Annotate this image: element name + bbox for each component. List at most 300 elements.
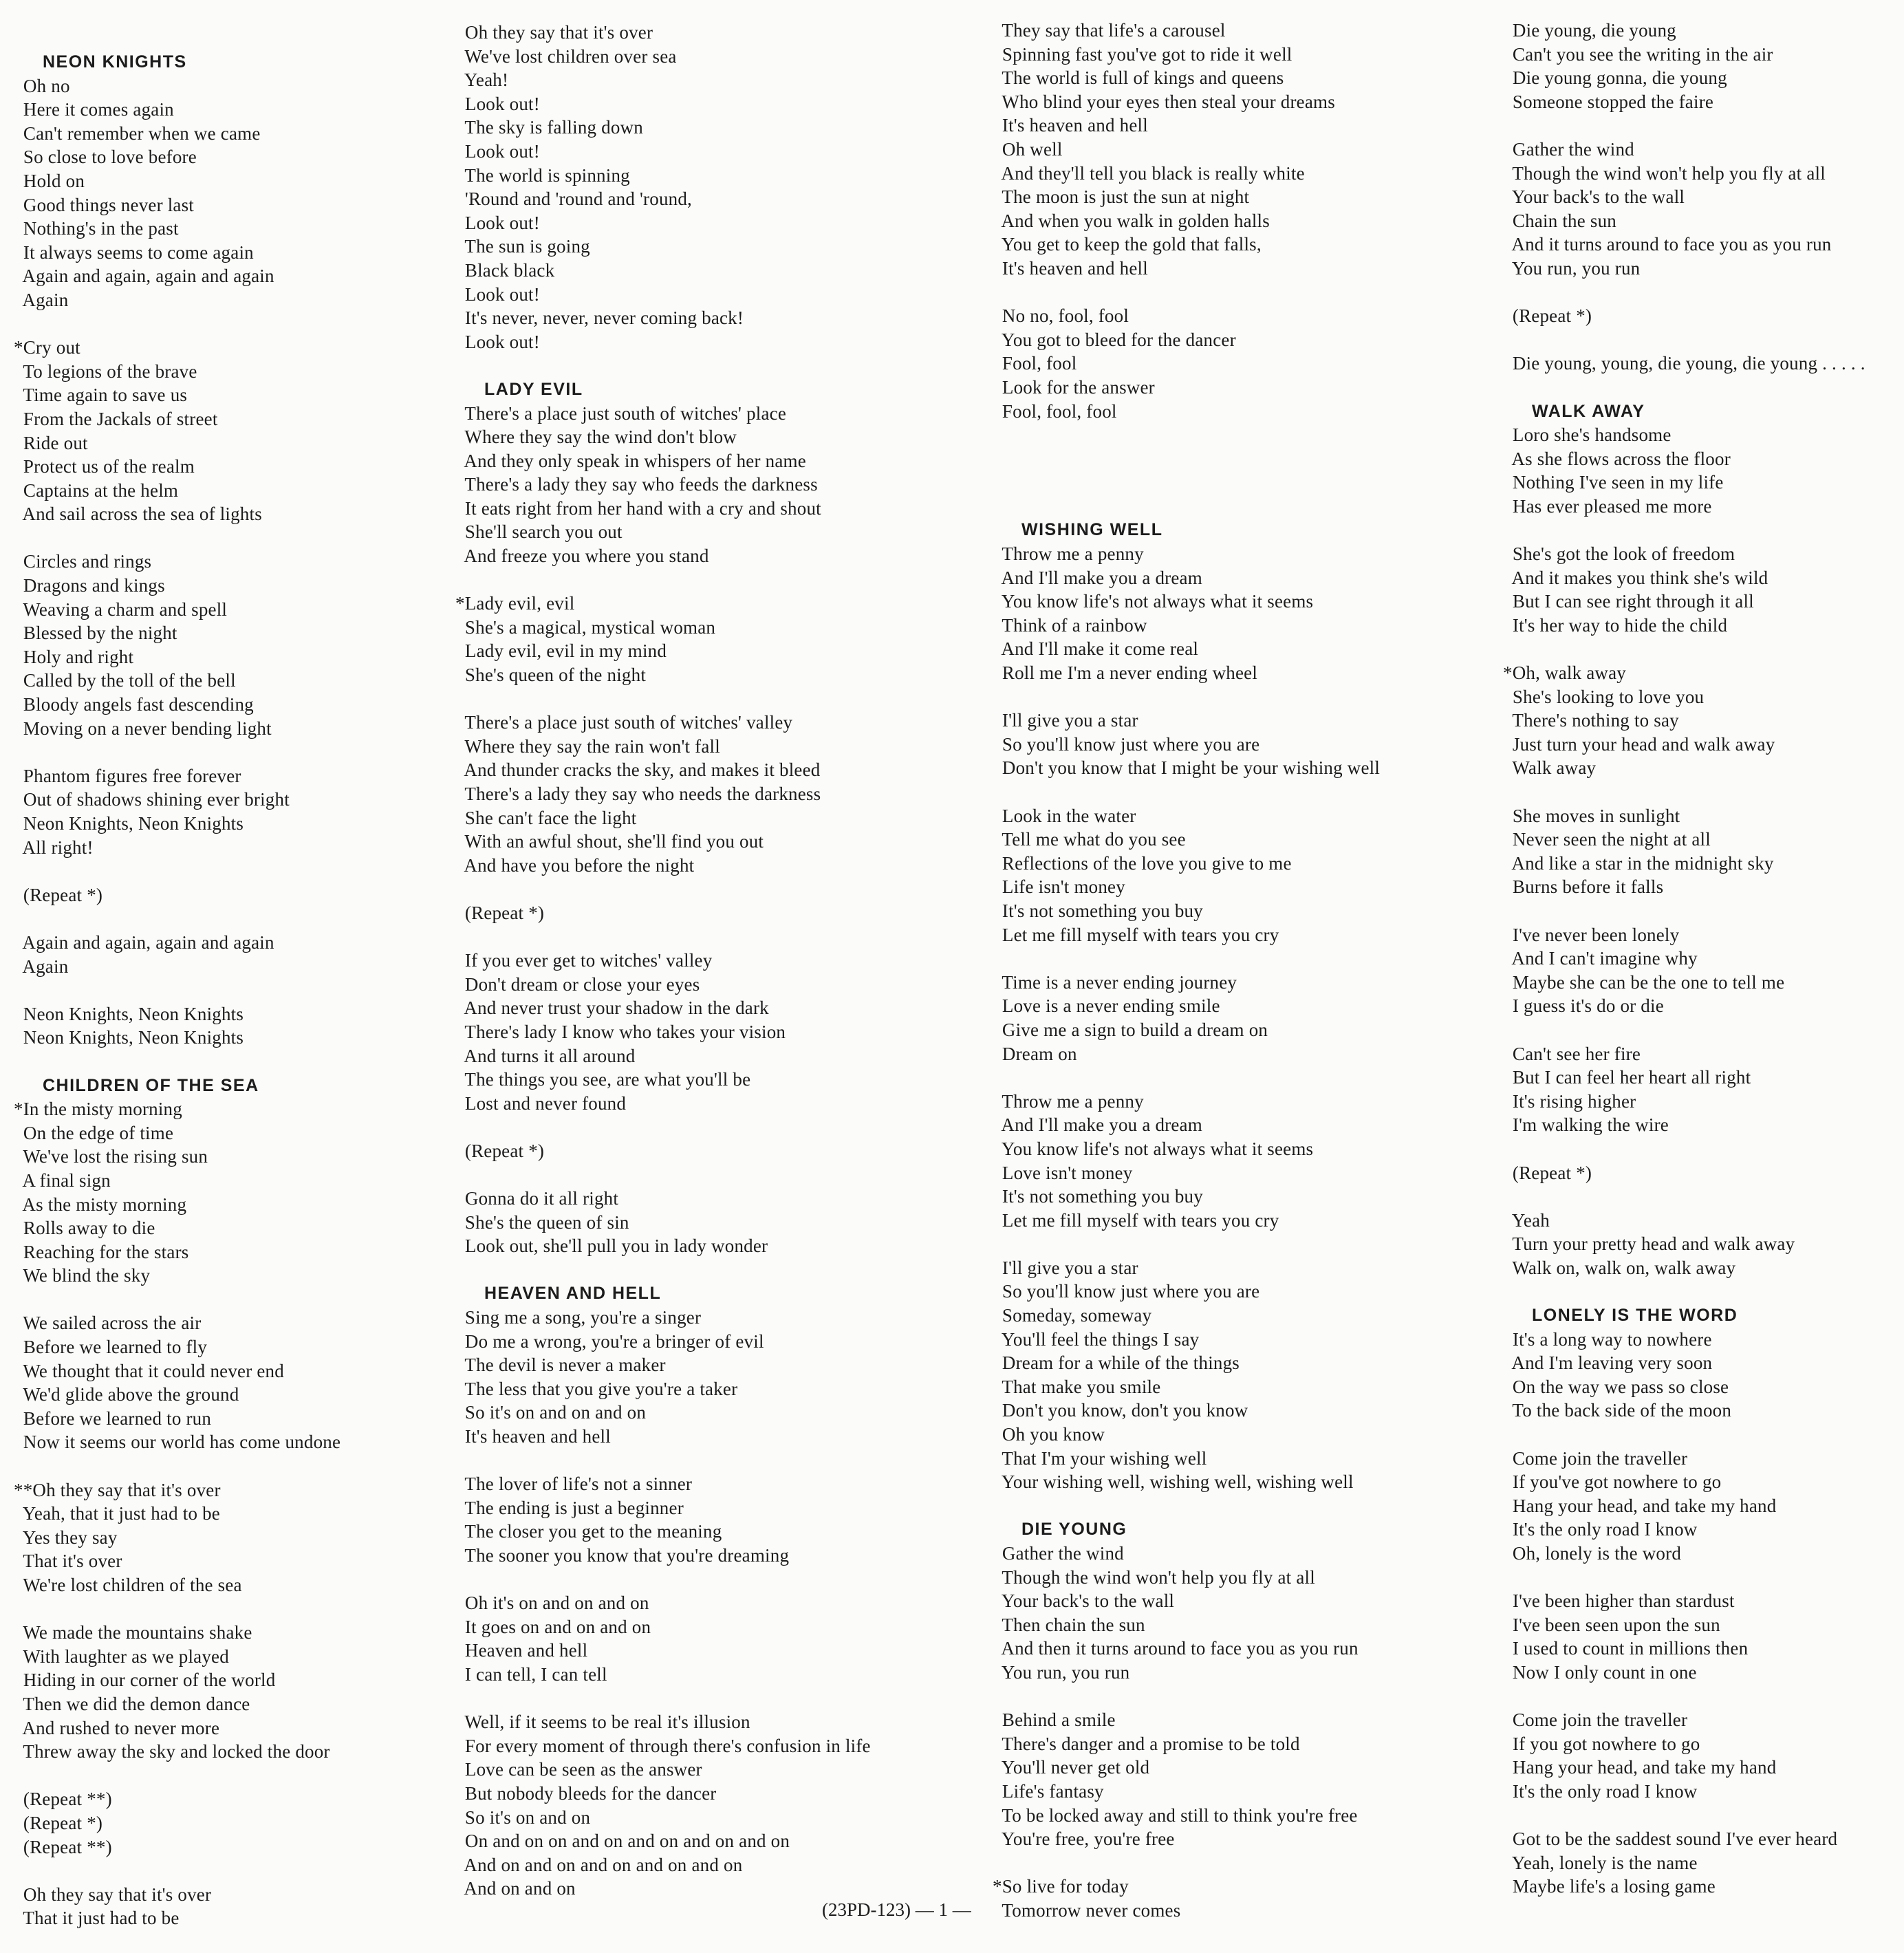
lyric-line: Though the wind won't help you fly at all [1503, 162, 1826, 184]
lyric-line: Give me a sign to build a dream on [993, 1019, 1268, 1040]
lyric-line: Maybe life's a losing game [1503, 1876, 1716, 1897]
lyric-line: Never seen the night at all [1503, 829, 1711, 850]
lyric-line: Can't remember when we came [14, 122, 261, 144]
lyric-line: Fool, fool [993, 353, 1077, 374]
lyric-line: Love is a never ending smile [993, 995, 1220, 1017]
lyric-line: You get to keep the gold that falls, [993, 234, 1262, 255]
lyric-line: Nothing's in the past [14, 218, 179, 239]
lyric-line: A final sign [14, 1169, 111, 1191]
lyric-line: And it makes you think she's wild [1503, 567, 1768, 588]
lyric-line: Where they say the wind don't blow [455, 427, 737, 448]
lyric-line: Life isn't money [993, 876, 1125, 898]
lyric-line: Has ever pleased me more [1503, 495, 1712, 517]
lyric-line: And they only speak in whispers of her name [455, 450, 806, 471]
lyric-line: Rolls away to die [14, 1218, 155, 1239]
stanza-gap [993, 1851, 1515, 1875]
lyric-line: 'Round and 'round and 'round, [455, 188, 693, 210]
lyric-line: And I'm leaving very soon [1503, 1352, 1713, 1374]
lyric-line: And rushed to never more [14, 1717, 220, 1738]
lyric-line: There's lady I know who takes your vision [455, 1021, 786, 1042]
lyric-line: From the Jackals of street [14, 408, 218, 429]
lyric-line: Do me a wrong, you're a bringer of evil [455, 1330, 764, 1352]
lyric-line: Moving on a never bending light [14, 717, 272, 739]
lyric-line: I've been seen upon the sun [1503, 1614, 1720, 1635]
lyric-line: Dream on [993, 1043, 1077, 1064]
lyric-line: You'll never get old [993, 1757, 1150, 1778]
lyric-line: Someone stopped the faire [1503, 91, 1714, 112]
lyric-line: It's heaven and hell [993, 115, 1148, 136]
lyric-line: Let me fill myself with tears you cry [993, 924, 1279, 945]
lyric-line: Circles and rings [14, 551, 152, 572]
lyric-line: (Repeat **) [14, 1789, 112, 1810]
stanza-gap [14, 1050, 461, 1074]
lyric-line: We made the mountains shake [14, 1622, 252, 1643]
stanza-gap [455, 1449, 992, 1473]
page-footer: (23PD-123) — 1 — [822, 1899, 971, 1920]
stanza-gap [993, 1232, 1515, 1256]
lyric-line: There's nothing to say [1503, 710, 1679, 731]
lyric-line: It's rising higher [1503, 1090, 1636, 1112]
lyric-line: Again [14, 289, 69, 310]
lyric-line: That it just had to be [14, 1908, 180, 1929]
lyric-line: Dream for a while of the things [993, 1352, 1240, 1374]
stanza-gap [14, 1454, 461, 1478]
lyric-line: And it turns around to face you as you run [1503, 234, 1832, 255]
lyric-line: Blessed by the night [14, 623, 177, 644]
lyric-line: Called by the toll of the bell [14, 670, 236, 691]
lyric-line: The sooner you know that you're dreaming [455, 1545, 790, 1566]
lyric-line: I guess it's do or die [1503, 995, 1664, 1017]
lyric-line: Don't you know that I might be your wishing well [993, 757, 1381, 779]
lyrics-column-3 [993, 19, 1515, 1923]
lyric-line: You're free, you're free [993, 1828, 1175, 1850]
stanza-gap [14, 526, 461, 550]
stanza-gap [455, 877, 992, 901]
lyric-line: And I can't imagine why [1503, 948, 1698, 969]
lyric-line: She can't face the light [455, 807, 637, 828]
lyric-line: Die young, die young [1503, 20, 1676, 41]
lyric-line: Ride out [14, 432, 88, 453]
lyric-line: Don't you know, don't you know [993, 1400, 1248, 1421]
stanza-gap [1503, 1185, 1904, 1209]
lyric-line: There's a lady they say who needs the darkness [455, 784, 821, 804]
lyric-line: So it's on and on [455, 1806, 591, 1828]
lyric-line: Again [14, 956, 69, 977]
lyric-line: It eats right from her hand with a cry and shout [455, 497, 821, 519]
lyric-line: She's queen of the night [455, 665, 647, 686]
lyric-line: And I'll make you a dream [993, 567, 1202, 588]
lyric-line: Yeah! [455, 69, 509, 91]
song-title: DIE YOUNG [1021, 1520, 1127, 1540]
lyric-line: Oh well [993, 138, 1063, 160]
lyric-line: On the way we pass so close [1503, 1376, 1729, 1397]
lyric-line: On and on on and on and on and on and on [455, 1831, 790, 1852]
lyric-line: You run, you run [993, 1661, 1130, 1683]
stanza-gap [993, 947, 1515, 971]
song-title: WALK AWAY [1532, 401, 1645, 421]
lyric-line: Lady evil, evil in my mind [455, 640, 667, 662]
lyric-line: Look in the water [993, 805, 1136, 826]
lyric-line: It's the only road I know [1503, 1519, 1698, 1540]
lyric-line: Roll me I'm a never ending wheel [993, 662, 1258, 684]
stanza-gap [993, 495, 1515, 519]
lyric-line: Reaching for the stars [14, 1241, 189, 1262]
lyric-line: Your wishing well, wishing well, wishing well [993, 1471, 1354, 1493]
lyric-line: Yeah, that it just had to be [14, 1503, 220, 1524]
lyric-line: Spinning fast you've got to ride it well [993, 43, 1292, 65]
lyric-line: Your back's to the wall [993, 1590, 1175, 1612]
lyric-line: Gonna do it all right [455, 1188, 619, 1209]
stanza-gap [455, 1258, 992, 1282]
lyric-line: I'll give you a star [993, 1257, 1138, 1278]
lyric-line: We'd glide above the ground [14, 1384, 239, 1405]
lyric-line: Hiding in our corner of the world [14, 1670, 276, 1691]
lyric-line: Threw away the sky and locked the door [14, 1741, 330, 1762]
lyric-line: It goes on and on and on [455, 1616, 651, 1637]
lyric-line: Life's fantasy [993, 1780, 1104, 1802]
lyric-line: If you've got nowhere to go [1503, 1471, 1722, 1493]
lyric-line: Walk on, walk on, walk away [1503, 1257, 1736, 1278]
lyric-line: Chain the sun [1503, 210, 1616, 231]
lyric-line: It's not something you buy [993, 900, 1203, 921]
lyric-line: That I'm your wishing well [993, 1447, 1207, 1469]
lyric-line: I can tell, I can tell [455, 1663, 607, 1685]
lyric-line: Let me fill myself with tears you cry [993, 1209, 1279, 1231]
lyric-line: And I'll make you a dream [993, 1114, 1202, 1136]
lyric-line: Heaven and hell [455, 1640, 588, 1661]
lyric-line: The sun is going [455, 236, 590, 257]
stanza-gap [1503, 114, 1904, 138]
lyric-line: We thought that it could never end [14, 1360, 284, 1381]
lyric-line: Oh no [14, 75, 70, 96]
stanza-gap [1503, 1280, 1904, 1304]
lyric-line: That make you smile [993, 1376, 1161, 1397]
lyric-line: But I can see right through it all [1503, 591, 1754, 612]
lyric-line: Got to be the saddest sound I've ever heard [1503, 1828, 1838, 1850]
lyric-line: Oh you know [993, 1424, 1105, 1445]
lyric-line: For every moment of through there's confusion in life [455, 1735, 871, 1756]
stanza-gap [993, 1066, 1515, 1090]
lyric-line: Hang your head, and take my hand [1503, 1495, 1777, 1516]
lyric-line: Love isn't money [993, 1162, 1133, 1183]
stanza-gap [993, 780, 1515, 804]
lyric-line: It's the only road I know [1503, 1780, 1698, 1802]
lyric-line: You'll feel the things I say [993, 1328, 1200, 1350]
lyric-line: Dragons and kings [14, 575, 165, 596]
lyric-line: Walk away [1503, 757, 1597, 779]
lyric-line: Then chain the sun [993, 1614, 1145, 1635]
lyric-line: (Repeat *) [455, 902, 545, 923]
lyric-line: There's a place just south of witches' valley [455, 712, 793, 733]
lyric-line: Look out, she'll pull you in lady wonder [455, 1236, 768, 1257]
lyric-line: Yeah, lonely is the name [1503, 1852, 1698, 1873]
lyric-line: Hang your head, and take my hand [1503, 1757, 1777, 1778]
lyric-line: Again and again, again and again [14, 931, 274, 953]
lyric-line: It's a long way to nowhere [1503, 1328, 1712, 1350]
stanza-gap [993, 1685, 1515, 1709]
lyric-line: Look out! [455, 93, 540, 114]
stanza-gap [14, 978, 461, 1002]
lyric-line: Throw me a penny [993, 543, 1144, 565]
lyric-line: So it's on and on and on [455, 1402, 647, 1423]
lyric-line: She'll search you out [455, 521, 623, 543]
lyric-line: And on and on and on and on and on [455, 1854, 743, 1875]
lyric-line: There's a lady they say who feeds the darkness [455, 474, 818, 495]
lyric-line: Nothing I've seen in my life [1503, 472, 1724, 493]
lyric-line: Then we did the demon dance [14, 1693, 250, 1714]
lyric-line: Turn your pretty head and walk away [1503, 1233, 1795, 1255]
lyric-line: Come join the traveller [1503, 1447, 1688, 1469]
stanza-gap [1503, 899, 1904, 923]
lyric-line: So you'll know just where you are [993, 733, 1260, 755]
lyric-line: With laughter as we played [14, 1646, 229, 1667]
stanza-gap [993, 471, 1515, 495]
song-title: CHILDREN OF THE SEA [43, 1075, 259, 1095]
lyric-line: No no, fool, fool [993, 305, 1129, 327]
lyric-line: The lover of life's not a sinner [455, 1474, 693, 1495]
lyric-line: The closer you get to the meaning [455, 1521, 722, 1542]
lyric-line: *Cry out [14, 337, 80, 358]
stanza-gap [455, 687, 992, 711]
lyric-line: To legions of the brave [14, 360, 197, 382]
lyric-line: And sail across the sea of lights [14, 504, 262, 525]
stanza-gap [14, 859, 461, 883]
stanza-gap [993, 423, 1515, 447]
lyric-line: Holy and right [14, 646, 134, 667]
stanza-gap [1503, 1018, 1904, 1042]
lyric-line: She's looking to love you [1503, 686, 1705, 707]
lyric-line: It's heaven and hell [455, 1426, 611, 1447]
stanza-gap [1503, 637, 1904, 661]
stanza-gap [455, 1115, 992, 1139]
lyric-line: Yes they say [14, 1526, 118, 1548]
lyric-line: Now it seems our world has come undone [14, 1432, 341, 1453]
lyric-line: Someday, someway [993, 1305, 1152, 1326]
lyric-line: And never trust your shadow in the dark [455, 997, 769, 1019]
stanza-gap [14, 312, 461, 336]
lyrics-column-2 [455, 21, 992, 1901]
lyric-line: Yeah [1503, 1209, 1550, 1231]
lyric-line: All right! [14, 837, 94, 858]
stanza-gap [993, 281, 1515, 305]
song-title: NEON KNIGHTS [43, 52, 187, 72]
lyric-line: And like a star in the midnight sky [1503, 852, 1774, 874]
lyric-line: (Repeat *) [14, 1812, 103, 1833]
stanza-gap [1503, 1423, 1904, 1447]
lyric-line: The things you see, are what you'll be [455, 1069, 751, 1090]
lyric-line: I'm walking the wire [1503, 1114, 1669, 1136]
lyric-line: The sky is falling down [455, 117, 643, 138]
lyric-line: I've never been lonely [1503, 924, 1680, 945]
lyric-line: The moon is just the sun at night [993, 186, 1250, 208]
lyric-line: If you ever get to witches' valley [455, 950, 713, 971]
lyric-line: Before we learned to run [14, 1407, 212, 1429]
lyric-line: (Repeat **) [14, 1836, 112, 1857]
stanza-gap [1503, 518, 1904, 542]
lyric-line: She's the queen of sin [455, 1211, 629, 1233]
lyric-line: I'll give you a star [993, 710, 1138, 731]
lyric-line: Out of shadows shining ever bright [14, 789, 290, 810]
stanza-gap [455, 1687, 992, 1711]
lyric-line: It's her way to hide the child [1503, 614, 1728, 636]
lyric-line: We've lost the rising sun [14, 1146, 208, 1167]
lyric-line: Look out! [455, 140, 540, 162]
lyric-line: Tell me what do you see [993, 829, 1186, 850]
lyric-line: And freeze you where you stand [455, 546, 709, 567]
lyric-line: Hold on [14, 170, 85, 191]
lyric-line: With an awful shout, she'll find you out [455, 831, 764, 852]
lyric-line: There's danger and a promise to be told [993, 1733, 1300, 1754]
lyric-line: Just turn your head and walk away [1503, 733, 1775, 755]
lyric-line: But nobody bleeds for the dancer [455, 1782, 717, 1804]
lyric-line: Look out! [455, 283, 540, 305]
lyric-line: Burns before it falls [1503, 876, 1664, 898]
lyric-line: (Repeat *) [14, 884, 103, 905]
lyric-line: You know life's not always what it seems [993, 1138, 1314, 1159]
lyric-line: But I can feel her heart all right [1503, 1067, 1751, 1088]
lyric-line: Don't dream or close your eyes [455, 973, 700, 995]
stanza-gap [1503, 780, 1904, 804]
lyric-line: And turns it all around [455, 1045, 636, 1066]
stanza-gap [1503, 1566, 1904, 1590]
stanza-gap [14, 1859, 461, 1883]
lyric-line: And I'll make it come real [993, 638, 1199, 660]
lyric-line: And when you walk in golden halls [993, 210, 1270, 231]
lyric-line: Now I only count in one [1503, 1661, 1697, 1683]
lyric-line: (Repeat *) [455, 1140, 545, 1161]
lyric-line: Time again to save us [14, 385, 188, 406]
lyric-line: And thunder cracks the sky, and makes it bleed [455, 759, 821, 781]
lyric-line: Look out! [455, 212, 540, 233]
lyric-line: You run, you run [1503, 257, 1641, 279]
stanza-gap [993, 1494, 1515, 1518]
lyric-line: They say that life's a carousel [993, 20, 1226, 41]
lyric-line: The less that you give you're a taker [455, 1378, 738, 1399]
lyric-line: There's a place just south of witches' place [455, 402, 787, 424]
stanza-gap [993, 685, 1515, 709]
lyric-line: And they'll tell you black is really white [993, 162, 1305, 184]
lyric-line: Behind a smile [993, 1709, 1116, 1731]
lyric-line: Your back's to the wall [1503, 186, 1685, 208]
lyric-line: Black black [455, 259, 555, 281]
stanza-gap [1503, 328, 1904, 352]
stanza-gap [1503, 1685, 1904, 1709]
stanza-gap [14, 1597, 461, 1621]
lyric-line: Lost and never found [455, 1092, 627, 1114]
lyric-line: So you'll know just where you are [993, 1281, 1260, 1302]
lyric-line: (Repeat *) [1503, 305, 1592, 327]
lyrics-column-4 [1503, 19, 1904, 1899]
lyric-line: Good things never last [14, 194, 195, 215]
stanza-gap [455, 925, 992, 949]
lyric-line: Neon Knights, Neon Knights [14, 1003, 244, 1024]
lyric-line: We're lost children of the sea [14, 1575, 242, 1595]
lyric-line: **Oh they say that it's over [14, 1479, 221, 1500]
stanza-gap [455, 354, 992, 378]
lyric-line: Oh, lonely is the word [1503, 1543, 1682, 1564]
stanza-gap [14, 1764, 461, 1788]
lyric-line: The ending is just a beginner [455, 1497, 684, 1518]
lyric-line: Time is a never ending journey [993, 971, 1237, 993]
song-title: LADY EVIL [484, 379, 583, 399]
lyric-line: The world is full of kings and queens [993, 67, 1284, 89]
lyric-line: I've been higher than stardust [1503, 1590, 1735, 1612]
lyric-line: Tomorrow never comes [993, 1899, 1181, 1921]
lyric-line: Oh it's on and on and on [455, 1593, 649, 1614]
lyric-line: Again and again, again and again [14, 266, 274, 287]
lyric-line: Though the wind won't help you fly at all [993, 1566, 1315, 1588]
lyric-line: *Lady evil, evil [455, 593, 575, 614]
lyric-line: Die young gonna, die young [1503, 67, 1727, 89]
song-title: HEAVEN AND HELL [484, 1284, 662, 1304]
lyric-line: On the edge of time [14, 1122, 174, 1143]
lyric-line: It's heaven and hell [993, 257, 1148, 279]
lyric-line: That it's over [14, 1551, 122, 1572]
lyric-line: She's got the look of freedom [1503, 543, 1735, 565]
lyric-line: Bloody angels fast descending [14, 694, 254, 715]
stanza-gap [1503, 376, 1904, 400]
stanza-gap [14, 740, 461, 764]
lyric-line: *So live for today [993, 1876, 1129, 1897]
stanza-gap [455, 568, 992, 592]
lyric-line: It always seems to come again [14, 241, 254, 263]
lyric-line: Sing me a song, you're a singer [455, 1307, 702, 1328]
lyric-line: Fool, fool, fool [993, 400, 1117, 422]
lyric-line: Can't see her fire [1503, 1043, 1641, 1064]
lyric-line: Come join the traveller [1503, 1709, 1688, 1731]
lyric-line: Neon Knights, Neon Knights [14, 1027, 244, 1048]
lyric-line: If you got nowhere to go [1503, 1733, 1700, 1754]
lyric-line: We blind the sky [14, 1265, 151, 1286]
lyric-line: She's a magical, mystical woman [455, 616, 716, 638]
lyric-line: Look for the answer [993, 376, 1155, 398]
lyric-line: And on and on [455, 1878, 576, 1899]
lyric-line: Who blind your eyes then steal your dreams [993, 91, 1335, 112]
lyric-line: And then it turns around to face you as you run [993, 1638, 1359, 1659]
stanza-gap [14, 1288, 461, 1312]
lyric-line: Think of a rainbow [993, 614, 1147, 636]
lyric-line: You got to bleed for the dancer [993, 329, 1236, 350]
lyric-line: As the misty morning [14, 1194, 187, 1215]
lyric-line: Reflections of the love you give to me [993, 852, 1292, 874]
lyrics-column-1 [14, 50, 461, 1930]
lyric-line: Gather the wind [1503, 138, 1634, 160]
stanza-gap [1503, 1804, 1904, 1828]
lyric-line: Throw me a penny [993, 1090, 1144, 1112]
lyric-line: Phantom figures free forever [14, 765, 241, 786]
lyric-line: Neon Knights, Neon Knights [14, 813, 244, 834]
lyric-line: Can't you see the writing in the air [1503, 43, 1773, 65]
lyric-line: Oh they say that it's over [455, 22, 653, 43]
lyric-line: Gather the wind [993, 1543, 1124, 1564]
lyric-line: Where they say the rain won't fall [455, 735, 720, 757]
stanza-gap [1503, 1137, 1904, 1161]
lyric-line: *Oh, walk away [1503, 662, 1626, 684]
lyric-line: We've lost children over sea [455, 45, 677, 67]
lyric-line: We sailed across the air [14, 1313, 202, 1334]
lyric-line: She moves in sunlight [1503, 805, 1680, 826]
lyric-line: Weaving a charm and spell [14, 598, 228, 620]
lyric-line: Maybe she can be the one to tell me [1503, 971, 1785, 993]
lyric-line: Die young, young, die young, die young . . . . . [1503, 353, 1865, 374]
song-title: LONELY IS THE WORD [1532, 1306, 1738, 1326]
lyric-line: Protect us of the realm [14, 456, 195, 477]
lyric-line: (Repeat *) [1503, 1162, 1592, 1183]
stanza-gap [993, 447, 1515, 471]
lyric-line: The devil is never a maker [455, 1355, 666, 1376]
lyric-line: It's never, never, never coming back! [455, 307, 744, 329]
stanza-gap [455, 1568, 992, 1592]
